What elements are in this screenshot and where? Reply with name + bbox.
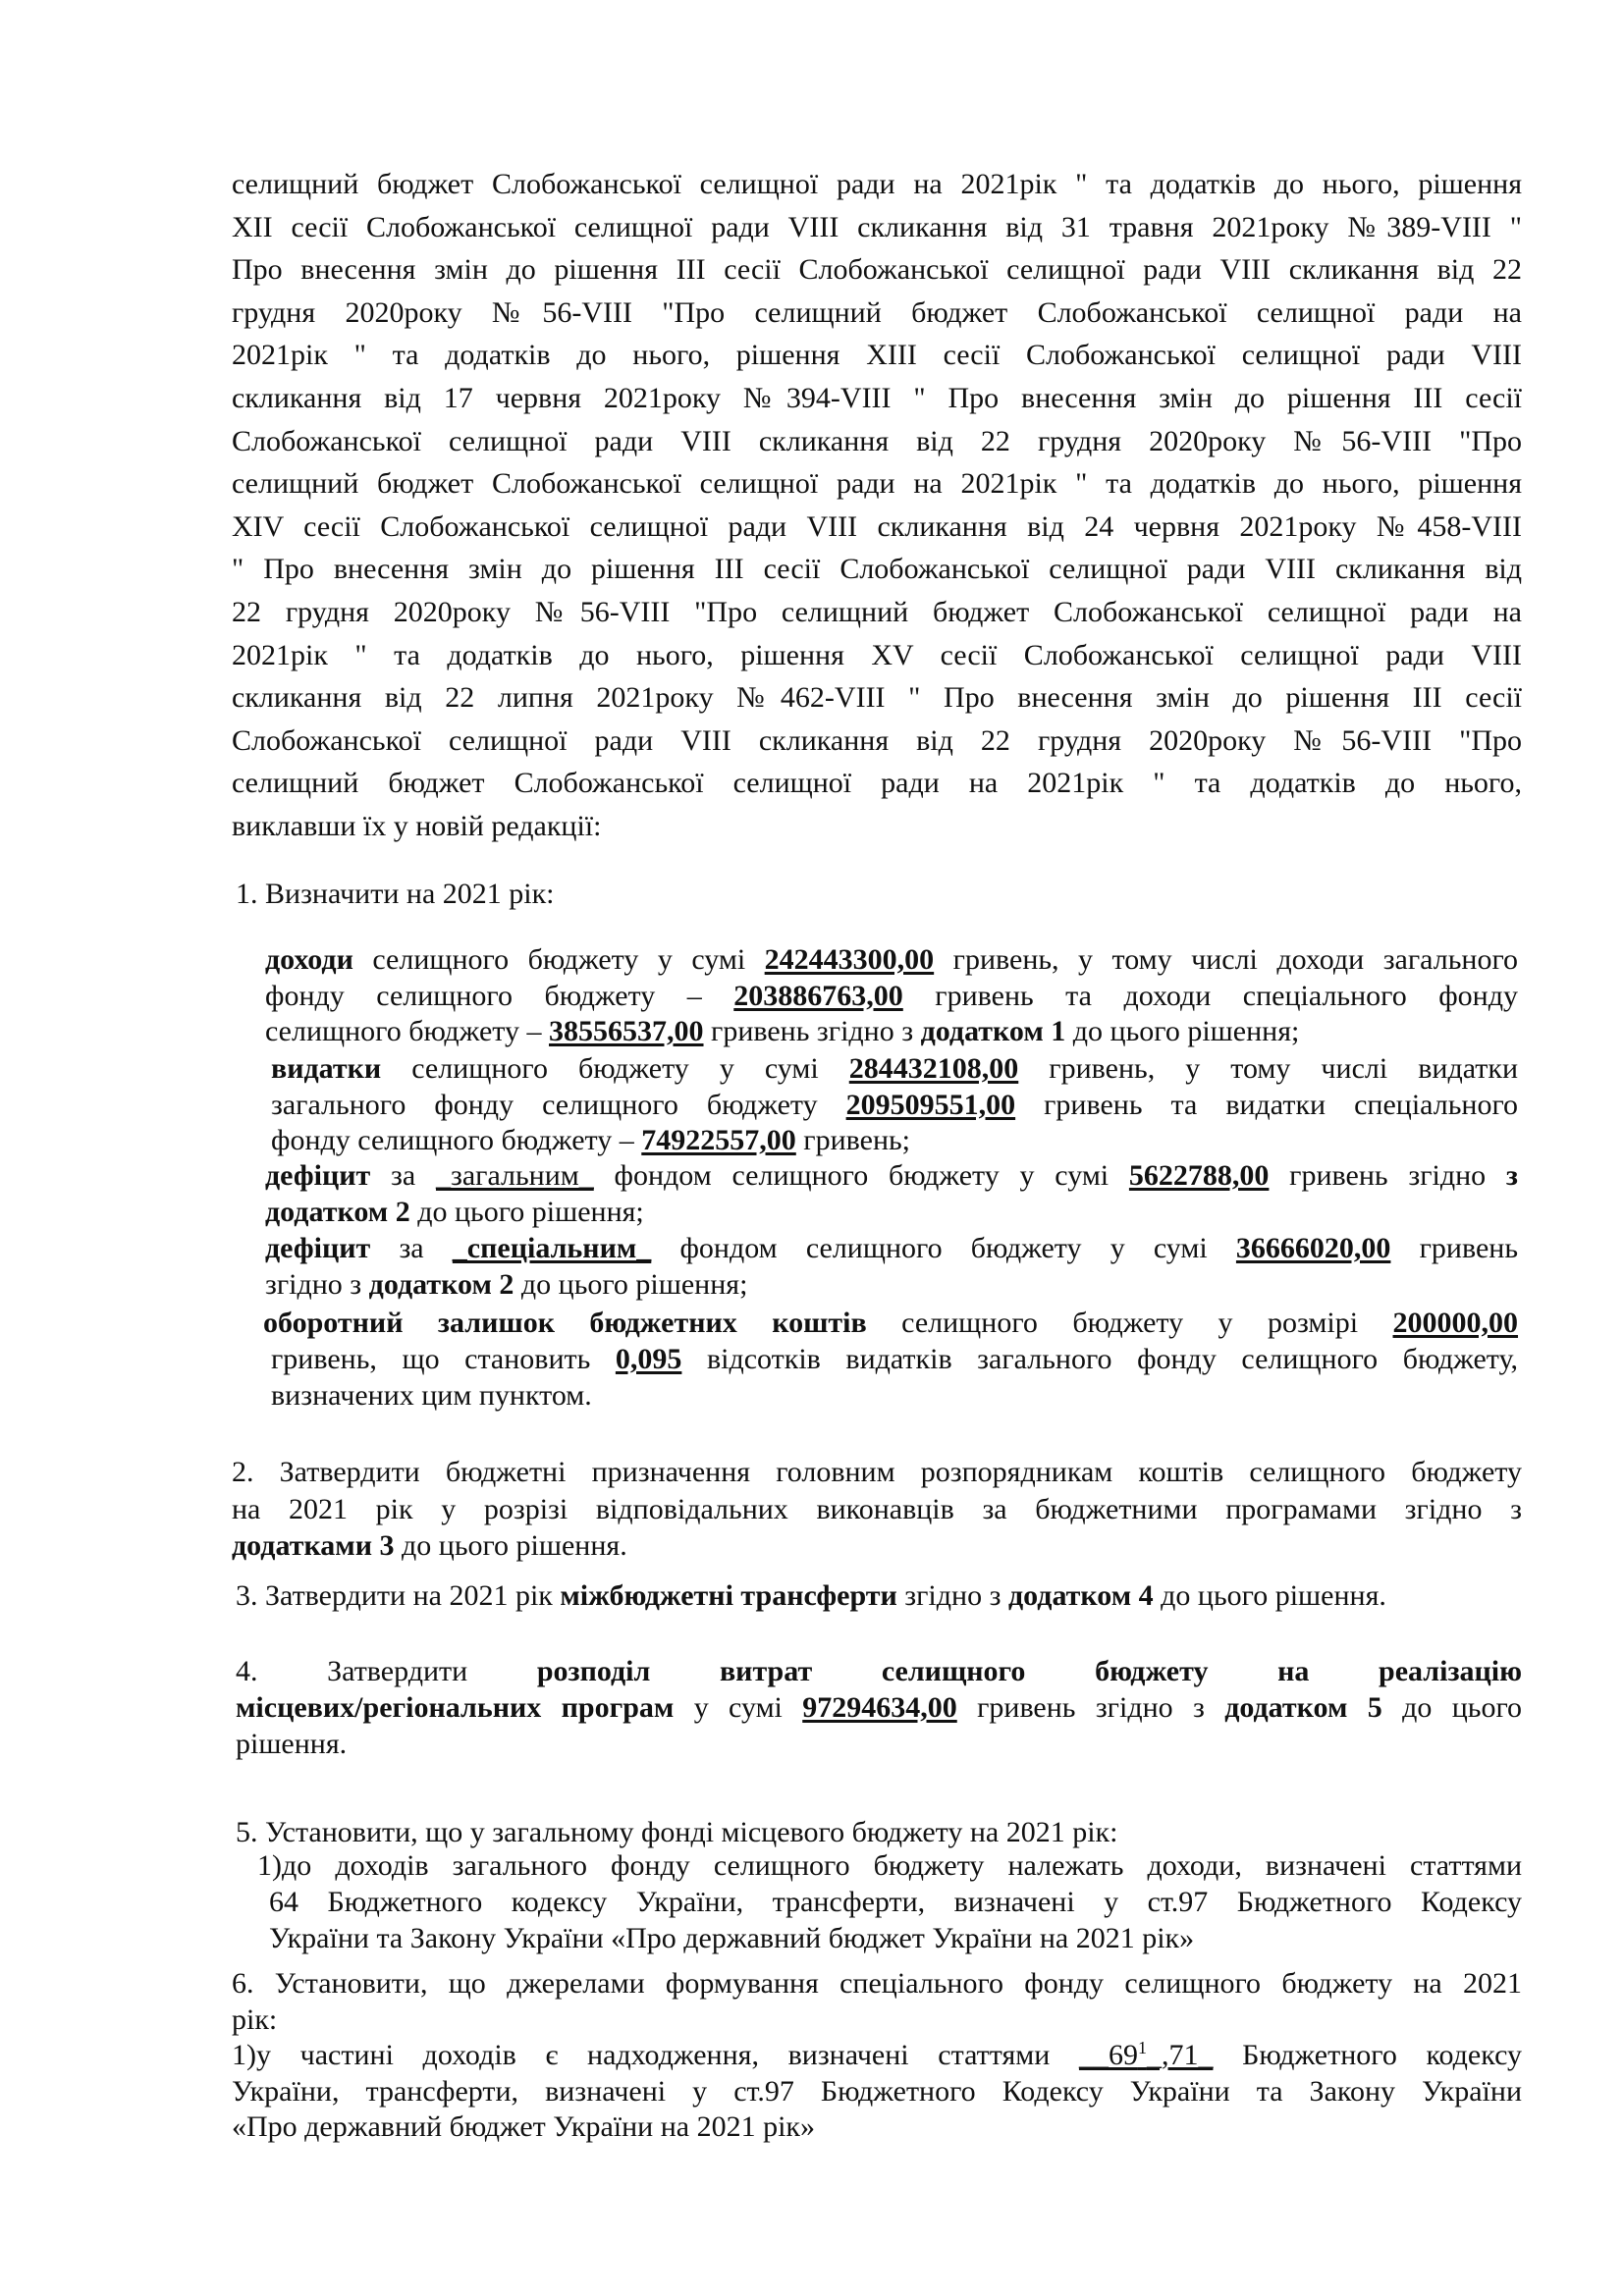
intro-line: селищний бюджет Слобожанської селищної ради на 2021рік " та додатків до нього, <box>232 767 1522 800</box>
item6-line: 6. Установити, що джерелами формування спеціального фонду селищного бюджету на 2021 <box>232 1967 1522 2000</box>
intro-line: скликання від 22 липня 2021року №462-VIII " Про внесення змін до рішення ІІІ сесії <box>232 681 1522 715</box>
intro-line: селищний бюджет Слобожанської селищної ради на 2021рік " та додатків до нього, рішення <box>232 168 1522 200</box>
income-special: 38556537,00 <box>549 1015 704 1047</box>
item4-line: місцевих/регіональних програм у сумі 97294634,00 гривень згідно з додатком 5 до цього <box>236 1691 1523 1724</box>
reserve-amount: 200000,00 <box>1392 1307 1519 1339</box>
expenses-general: 209509551,00 <box>845 1088 1016 1121</box>
item3 <box>236 1575 1522 1618</box>
deficit-special-amount: 36666020,00 <box>1235 1232 1391 1264</box>
income-annex: додатком 1 <box>920 1015 1066 1047</box>
intro-line: " Про внесення змін до рішення ІІІ сесії Слобожанської селищної ради VІІІ скликання від <box>232 553 1522 586</box>
item5-line: України та Закону України «Про державний бюджет України на 2021 рік» <box>269 1922 1195 1954</box>
deficit-special-annex: додатком 2 <box>368 1267 514 1301</box>
item3-bold: міжбюджетні трансферти <box>560 1579 897 1612</box>
reserve-line: визначених цим пунктом. <box>271 1379 592 1412</box>
item1-expenses <box>271 1051 1518 1159</box>
intro-line: виклавши їх у новій редакції: <box>232 809 602 842</box>
item5-body <box>257 1847 1522 1956</box>
fund-general: _загальним_ <box>435 1159 594 1192</box>
item1-heading: 1. Визначити на 2021 рік: <box>236 878 555 910</box>
income-line: селищного бюджету – 38556537,00 гривень згідно з додатком 1 до цього рішення; <box>265 1015 1300 1047</box>
item1-deficit-general <box>265 1158 1518 1230</box>
expenses-special: 74922557,00 <box>641 1124 796 1156</box>
reserve-line: оборотний залишок бюджетних коштів селищного бюджету у розмірі 200000,00 <box>263 1307 1519 1339</box>
reserve-line: гривень, що становить 0,095 відсотків видатків загального фонду селищного бюджету, <box>271 1343 1518 1375</box>
item2 <box>232 1454 1522 1565</box>
intro-line: ХІV сесії Слобожанської селищної ради VІІІ скликання від 24 червня 2021року №458-VIII <box>232 509 1522 543</box>
item4-amount: 97294634,00 <box>802 1691 957 1724</box>
item6-line: рік: <box>232 2002 278 2036</box>
intro-line: Про внесення змін до рішення ІІІ сесії Слобожанської селищної ради VІІІ скликання від 22 <box>232 253 1522 287</box>
intro-line: селищний бюджет Слобожанської селищної ради на 2021рік " та додатків до нього, рішення <box>232 467 1522 501</box>
item5-line: 1)до доходів загального фонду селищного бюджету належать доходи, визначені статтями <box>257 1849 1522 1882</box>
fund-special: _спеціальним_ <box>452 1232 652 1264</box>
item6-line: «Про державний бюджет України на 2021 рік» <box>232 2110 816 2143</box>
item1-deficit-special <box>265 1231 1518 1303</box>
deficit-label: дефіцит <box>265 1159 371 1192</box>
intro-line: 2021рік " та додатків до нього, рішення ХІІІ сесії Слобожанської селищної ради VІІІ <box>232 339 1522 372</box>
deficit-general-line: дефіцит за _загальним_ фондом селищного бюджету у сумі 5622788,00 гривень згідно з <box>265 1159 1518 1192</box>
item4-annex: додатком 5 <box>1224 1691 1382 1724</box>
expenses-line: фонду селищного бюджету – 74922557,00 гривень; <box>271 1124 911 1156</box>
reserve-label: оборотний залишок бюджетних коштів <box>263 1307 867 1339</box>
item1-income <box>265 942 1518 1050</box>
item4-line: 4. Затвердити розподіл витрат селищного бюджету на реалізацію <box>236 1655 1523 1687</box>
income-label: доходи <box>265 943 353 976</box>
intro-paragraph <box>232 163 1522 848</box>
item2-line: на 2021 рік у розрізі відповідальних виконавців за бюджетними програмами згідно з <box>232 1492 1522 1525</box>
expenses-total: 284432108,00 <box>848 1052 1019 1085</box>
expenses-line: видатки селищного бюджету у сумі 284432108,00 гривень, у тому числі видатки <box>271 1052 1518 1085</box>
item6-articles: $\_\_69^1\_,71\_$ <box>1078 2038 1214 2071</box>
intro-line: грудня 2020року №56-VIII "Про селищний бюджет Слобожанської селищної ради на <box>232 295 1522 329</box>
deficit-label: дефіцит <box>265 1232 371 1264</box>
deficit-special-line: дефіцит за _спеціальним_ фондом селищного бюджету у сумі 36666020,00 гривень <box>265 1232 1519 1264</box>
expenses-label: видатки <box>271 1052 382 1085</box>
reserve-percent: 0,095 <box>615 1343 682 1375</box>
item5-line: 64 Бюджетного кодексу України, трансферти, визначені у ст.97 Бюджетного Кодексу <box>269 1886 1522 1918</box>
intro-line: 2021рік " та додатків до нього, рішення ХV сесії Слобожанської селищної ради VІІІ <box>232 638 1522 671</box>
item3-annex: додатком 4 <box>1007 1579 1154 1612</box>
expenses-line: загального фонду селищного бюджету 209509551,00 гривень та видатки спеціального <box>271 1088 1518 1121</box>
item2-line: 2. Затвердити бюджетні призначення головним розпорядникам коштів селищного бюджету <box>232 1456 1522 1488</box>
income-total: 242443300,00 <box>764 943 935 976</box>
income-line: доходи селищного бюджету у сумі 242443300,00 гривень, у тому числі доходи загального <box>265 943 1519 976</box>
intro-line: ХІІ сесії Слобожанської селищної ради VІІІ скликання від 31 травня 2021року №389-VIII " <box>232 210 1522 243</box>
item4-line: рішення. <box>236 1728 348 1760</box>
item4-programs: місцевих/регіональних програм <box>236 1691 675 1724</box>
intro-line: скликання від 17 червня 2021року №394-VIII " Про внесення змін до рішення ІІІ сесії <box>232 381 1522 414</box>
item6-line: 1)у частині доходів є надходження, визначені статтями $\_\_69^1\_,71\_$ Бюджетного кодексу <box>232 2038 1522 2071</box>
item2-line: додатками 3 до цього рішення. <box>232 1529 627 1562</box>
item1-reserve <box>263 1305 1518 1414</box>
item6-line: України, трансферти, визначені у ст.97 Бюджетного Кодексу України та Закону України <box>232 2074 1522 2108</box>
item4 <box>236 1653 1522 1762</box>
intro-line: 22 грудня 2020року №56-VIII "Про селищний бюджет Слобожанської селищної ради на <box>232 595 1522 628</box>
item5-heading: 5. Установити, що у загальному фонді місцевого бюджету на 2021 рік: <box>236 1816 1118 1848</box>
deficit-special-line: згідно з додатком 2 до цього рішення; <box>265 1267 748 1301</box>
item6 <box>232 1966 1522 2146</box>
intro-line: Слобожанської селищної ради VІІІ скликання від 22 грудня 2020року №56-VIII "Про <box>232 424 1522 457</box>
item2-annex: додатками 3 <box>232 1529 395 1562</box>
intro-line: Слобожанської селищної ради VІІІ скликання від 22 грудня 2020року №56-VIII "Про <box>232 723 1522 757</box>
deficit-general-annex: додатком 2 <box>265 1195 410 1228</box>
deficit-general-line: додатком 2 до цього рішення; <box>265 1195 644 1228</box>
deficit-general-amount: 5622788,00 <box>1128 1159 1270 1192</box>
item3-line: 3. Затвердити на 2021 рік міжбюджетні трансферти згідно з додатком 4 до цього рішення. <box>236 1579 1386 1612</box>
income-general: 203886763,00 <box>733 979 903 1012</box>
income-line: фонду селищного бюджету – 203886763,00 гривень та доходи спеціального фонду <box>265 979 1518 1012</box>
